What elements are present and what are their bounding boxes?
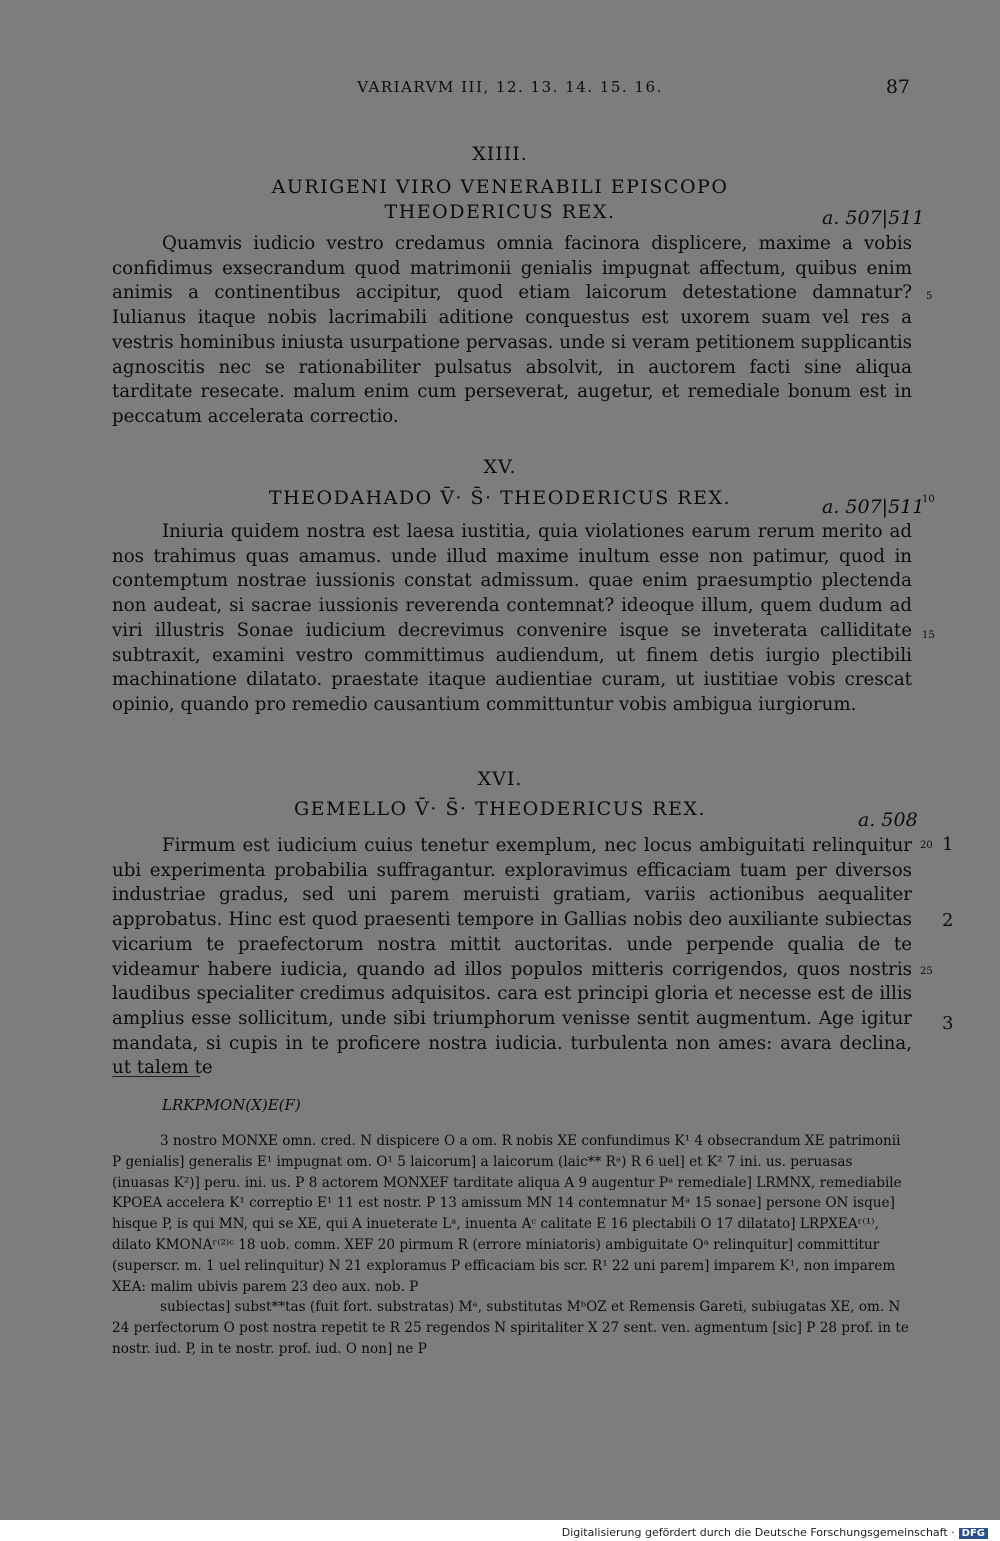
critical-apparatus [112,1131,912,1360]
letter-number: XV. [483,456,517,478]
running-head [110,78,910,102]
apparatus-entry: 3 nostro MONXE omn. cred. N dispicere O a om. R nobis XE confundimus K¹ 4 obsecrandum XE patrimonii P genialis] generalis E¹ impugnat om. O¹ 5 laicorum] a laicorum (laic** Rᵃ) R 6 uel] et K² 7 ini. us. peruasas (inuasas K²)] peru. ini. us. P 8 actorem MONXEF tarditate aliqua A 9 augentur Pᵃ remediale] LRMNX, remediabile KPOEA accelera K¹ correptio E¹ 11 est nostr. P 13 amissum MN 14 contemnatur Mᵃ 15 sonae] persone ON isque] hisque P, is qui MN, qui se XE, qui A inueterate Lᵃ, inuenta Aᶜ calitate E 16 plectabili O 17 dilatato] LRPXEAʳ⁽¹⁾, dilato KMONAʳ⁽²⁾ᶜ 18 uob. comm. XEF 20 pirmum R (errore miniatoris) ambiguitate Oᵃ relinquitur] committitur (superscr. m. 1 uel relinquitur) N 21 exploramus P efficaciam bis scr. R¹ 22 uni parem] imparem K¹, non imparem XEA: malim ubivis parem 23 deo aux. nob. P [112,1133,902,1295]
margin-reference: 1 [942,834,954,855]
credit-text: Digitalisierung gefördert durch die Deutsche Forschungsgemeinschaft · [561,1526,955,1539]
letter-body [112,232,912,430]
letter-address: GEMELLO V̄· S̄· THEODERICUS REX. [293,798,707,820]
margin-reference: 2 [942,910,954,931]
letter-date: a. 507|511 [822,207,925,229]
letter-number: XIIII. [472,143,528,165]
letter-text: Firmum est iudicium cuius tenetur exemplum, nec locus ambiguitati relinquitur ubi experimenta probabilia suffragantur. exploravimus efficaciam tuam per diversos industriae gradus, sed uni parem meruisti gratiam, variis actionibus aequaliter approbatus. Hinc est quod praesenti tempore in Gallias nobis deo auxiliante subiectas vicarium te praefectorum nostra mittit auctoritas. unde perpende qualia de te videamur habere iudicia, quando ad illos populos mitteris corrigendos, quos nostris laudibus specialiter credimus adquisitos. cara est principi gloria et necesse est de illis amplius esse sollicitum, unde sibi triumphorum venisse sentit augmentum. Age igitur mandata, si cupis in te proficere nostra iudicia. turbulenta non ames: avara declina, ut talem te [112,835,912,1079]
letter-text: Quamvis iudicio vestro credamus omnia facinora displicere, maxime a vobis confidimus exsecrandum quod matrimonii genialis impugnat affectum, quibus enim animis a continentibus accipitur, quod etiam laicorum detestatione damnatur? Iulianus itaque nobis lacrimabili aditione conquestus est uxorem suam vel res a vestris hominibus iniusta usurpatione pervasas. unde si veram petitionem supplicantis agnoscitis nec se rationabiliter pulsatus absolvit, in auctorem facti sine aliqua tarditate resecate. malum enim cum perseverat, augetur, et remediale bonum est in peccatum accelerata correctio. [112,233,912,427]
line-number: 25 [920,966,933,977]
line-number: 15 [922,630,935,641]
letter-body [112,520,912,718]
line-number: 20 [920,840,933,851]
letter-text: Iniuria quidem nostra est laesa iustitia, quia violationes earum rerum merito ad nos trahimus quas amamus. unde illud maxime inultum esse non patimur, quod in contemptum nostrae iussionis constat admissum. quae enim praesumptio plectenda non audeat, si sacrae iussionis reverenda contemnat? ideoque illum, quem dudum ad viri illustris Sonae iudicium decrevimus convenire isque se inveterata calliditate subtraxit, examini vestro committimus audiendum, ut finem detis iurgio plectibili machinatione dilatato. praestate itaque audientiae curam, ut iustitiae vobis crescat opinio, quando pro remedio causantium committuntur vobis ambigua iurgiorum. [112,521,912,715]
running-title: VARIARVM III, 12. 13. 14. 15. 16. [357,78,663,96]
letter-address: AURIGENI VIRO VENERABILI EPISCOPO [271,176,729,198]
digitization-credit [562,1526,988,1539]
letter-date: a. 508 [858,809,918,831]
dfg-logo: DFG [959,1528,988,1539]
letter-body [112,834,912,1081]
letter-address: THEODERICUS REX. [384,201,616,223]
apparatus-entry: subiectas] subst**tas (fuit fort. substratas) Mᵃ, substitutas MᵇOZ et Remensis Gareti, subiugatas XE, om. N 24 perfectorum O post nostra repetit te R 25 regendos N spiritaliter X 27 sent. ven. agmentum [sic] P 28 prof. in te nostr. iud. P, in te nostr. prof. iud. O non] ne P [112,1299,909,1357]
letter-address: THEODAHADO V̄· S̄· THEODERICUS REX. [268,487,732,509]
footnote-rule [112,1076,200,1077]
apparatus-sigla: LRKPMON(X)E(F) [162,1096,301,1114]
page-number: 87 [885,76,910,98]
letter-date: a. 507|511 [822,496,925,518]
letter-number: XVI. [477,768,523,790]
line-number: 5 [926,291,933,302]
line-number: 10 [922,494,935,505]
margin-reference: 3 [942,1013,954,1034]
